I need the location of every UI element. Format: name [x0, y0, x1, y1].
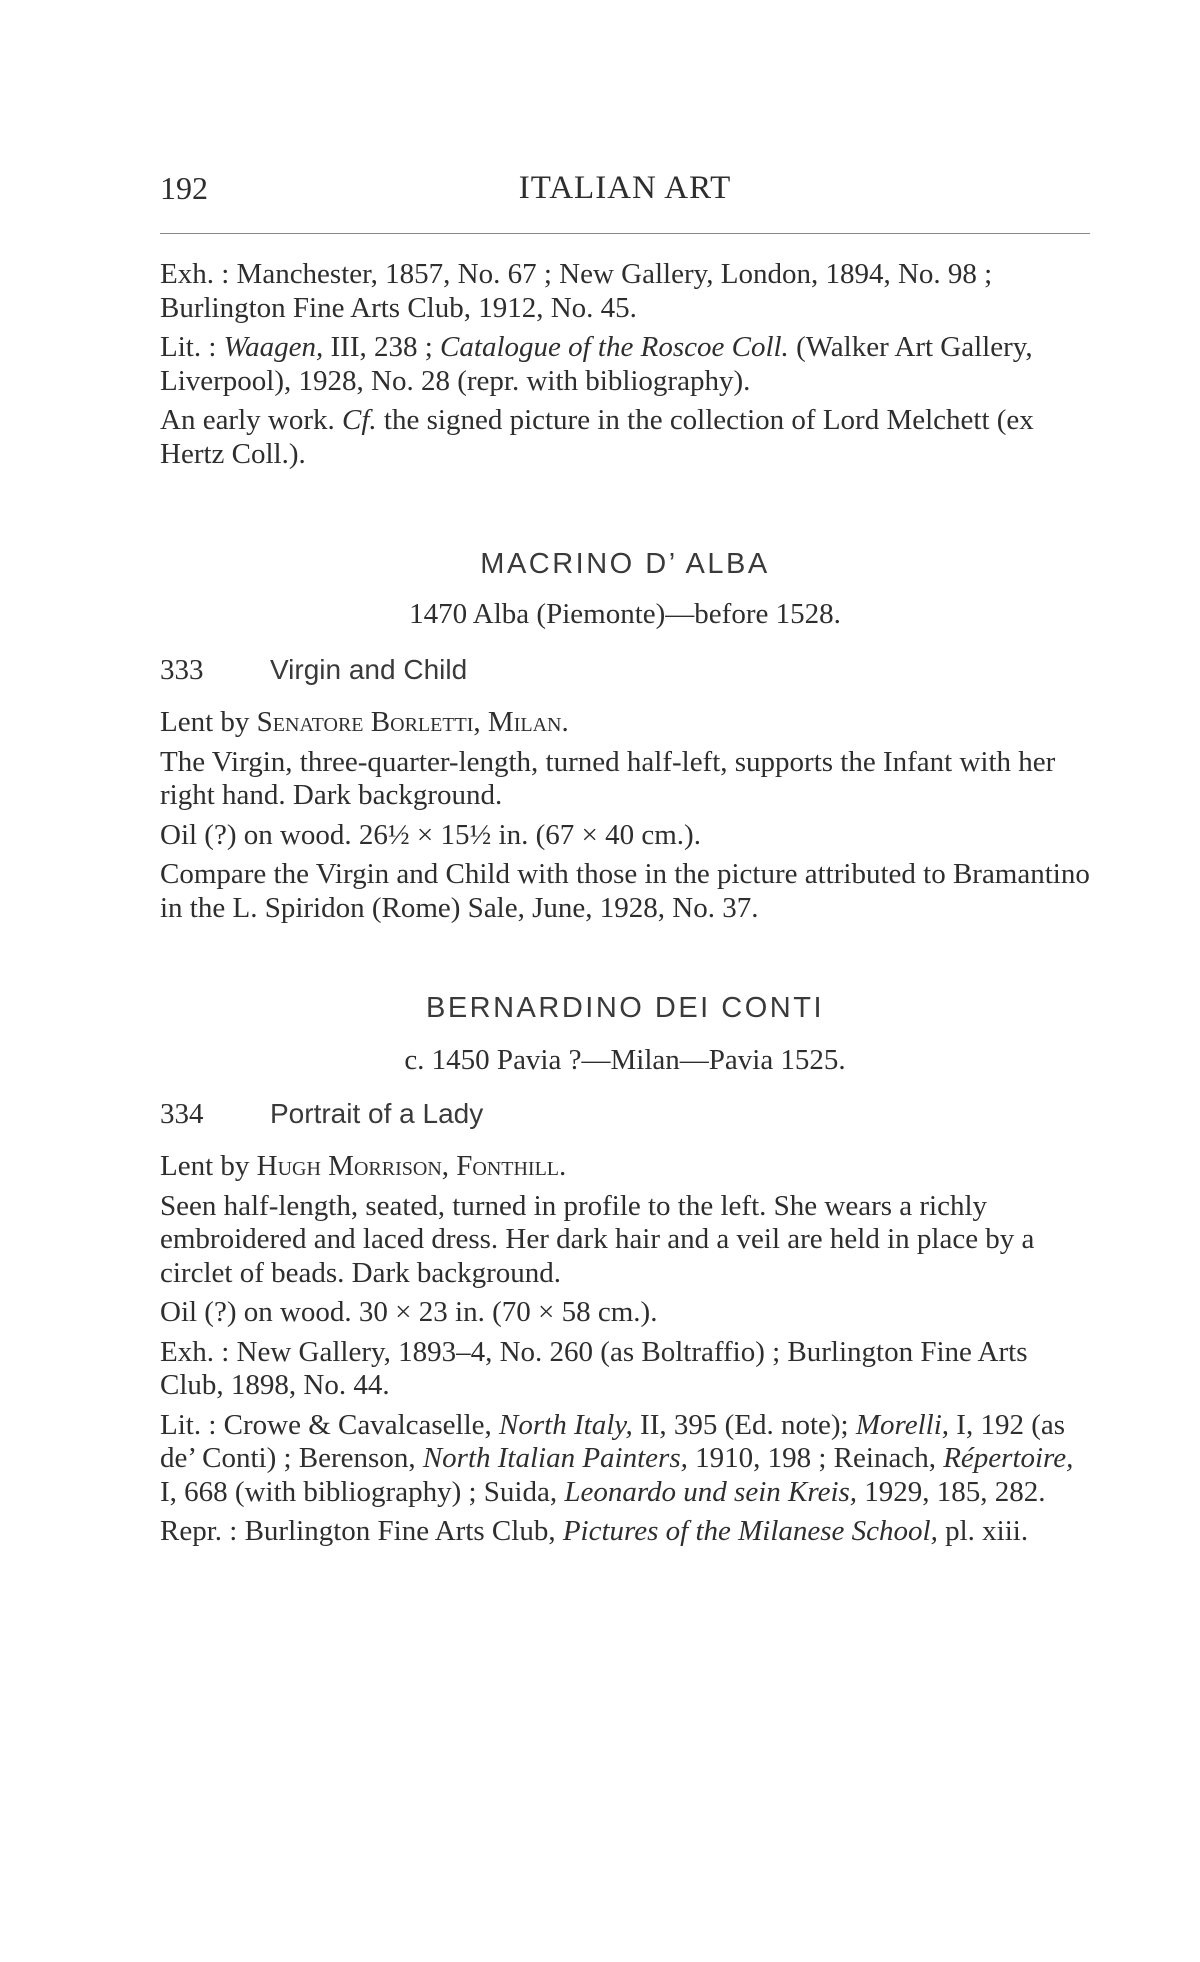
artist-dates-macrino: 1470 Alba (Piemonte)—before 1528. — [409, 598, 841, 630]
entry-333-body — [160, 706, 1090, 931]
previous-entry — [160, 258, 1090, 477]
page-header — [160, 170, 1090, 220]
lender-line: Lent by Hugh Morrison, Fonthill. — [160, 1150, 567, 1182]
description-paragraph: Seen half-length, seated, turned in profile to the left. She wears a richly embroidered and laced dress. Her dark hair and a veil are held in place by a circlet of beads. Dark background. — [160, 1189, 1035, 1289]
artist-dates-bernardino: c. 1450 Pavia ?—Milan—Pavia 1525. — [404, 1044, 846, 1076]
entry-number: 334 — [160, 1098, 204, 1130]
entry-334-heading — [160, 1098, 1090, 1131]
entry-title: Portrait of a Lady — [270, 1098, 484, 1129]
artist-heading-macrino: MACRINO D’ ALBA — [480, 548, 770, 580]
exhibition-paragraph: Exh. : New Gallery, 1893–4, No. 260 (as Boltraffio) ; Burlington Fine Arts Club, 1898, No. 44. — [160, 1335, 1028, 1401]
artist-heading-bernardino: BERNARDINO DEI CONTI — [425, 992, 825, 1024]
literature-paragraph: Lit. : Crowe & Cavalcaselle, North Italy, II, 395 (Ed. note); Morelli, I, 192 (as de’ Conti) ; Berenson, North Italian Painters, 1910, 198 ; Reinach, Répertoire, I, 668 (with bibliography) ; Suida, Leonardo und sein Kreis, 1929, 185, 282. — [160, 1408, 1074, 1508]
header-rule — [160, 233, 1090, 234]
page-number: 192 — [160, 170, 208, 206]
exhibition-paragraph: Exh. : Manchester, 1857, No. 67 ; New Gallery, London, 1894, No. 98 ; Burlington Fine Arts Club, 1912, No. 45. — [160, 258, 993, 324]
entry-number: 333 — [160, 654, 204, 686]
literature-paragraph: Lit. : Waagen, III, 238 ; Catalogue of the Roscoe Coll. (Walker Art Gallery, Liverpool), 1928, No. 28 (repr. with bibliography). — [160, 331, 1033, 397]
running-title: ITALIAN ART — [518, 170, 732, 206]
note-paragraph: Compare the Virgin and Child with those in the picture attributed to Bramantino in the L. Spiridon (Rome) Sale, June, 1928, No. 37. — [160, 858, 1090, 924]
lender-line: Lent by Senatore Borletti, Milan. — [160, 706, 569, 738]
entry-333-heading — [160, 654, 1090, 687]
reproduction-paragraph: Repr. : Burlington Fine Arts Club, Pictures of the Milanese School, pl. xiii. — [160, 1515, 1029, 1547]
medium-line: Oil (?) on wood. 30 × 23 in. (70 × 58 cm.). — [160, 1296, 658, 1328]
entry-title: Virgin and Child — [270, 654, 468, 685]
entry-334-body — [160, 1150, 1090, 1555]
description-paragraph: The Virgin, three-quarter-length, turned half-left, supports the Infant with her right hand. Dark background. — [160, 745, 1056, 811]
medium-line: Oil (?) on wood. 26½ × 15½ in. (67 × 40 cm.). — [160, 818, 701, 851]
note-paragraph: An early work. Cf. the signed picture in the collection of Lord Melchett (ex Hertz Coll.). — [160, 404, 1034, 470]
